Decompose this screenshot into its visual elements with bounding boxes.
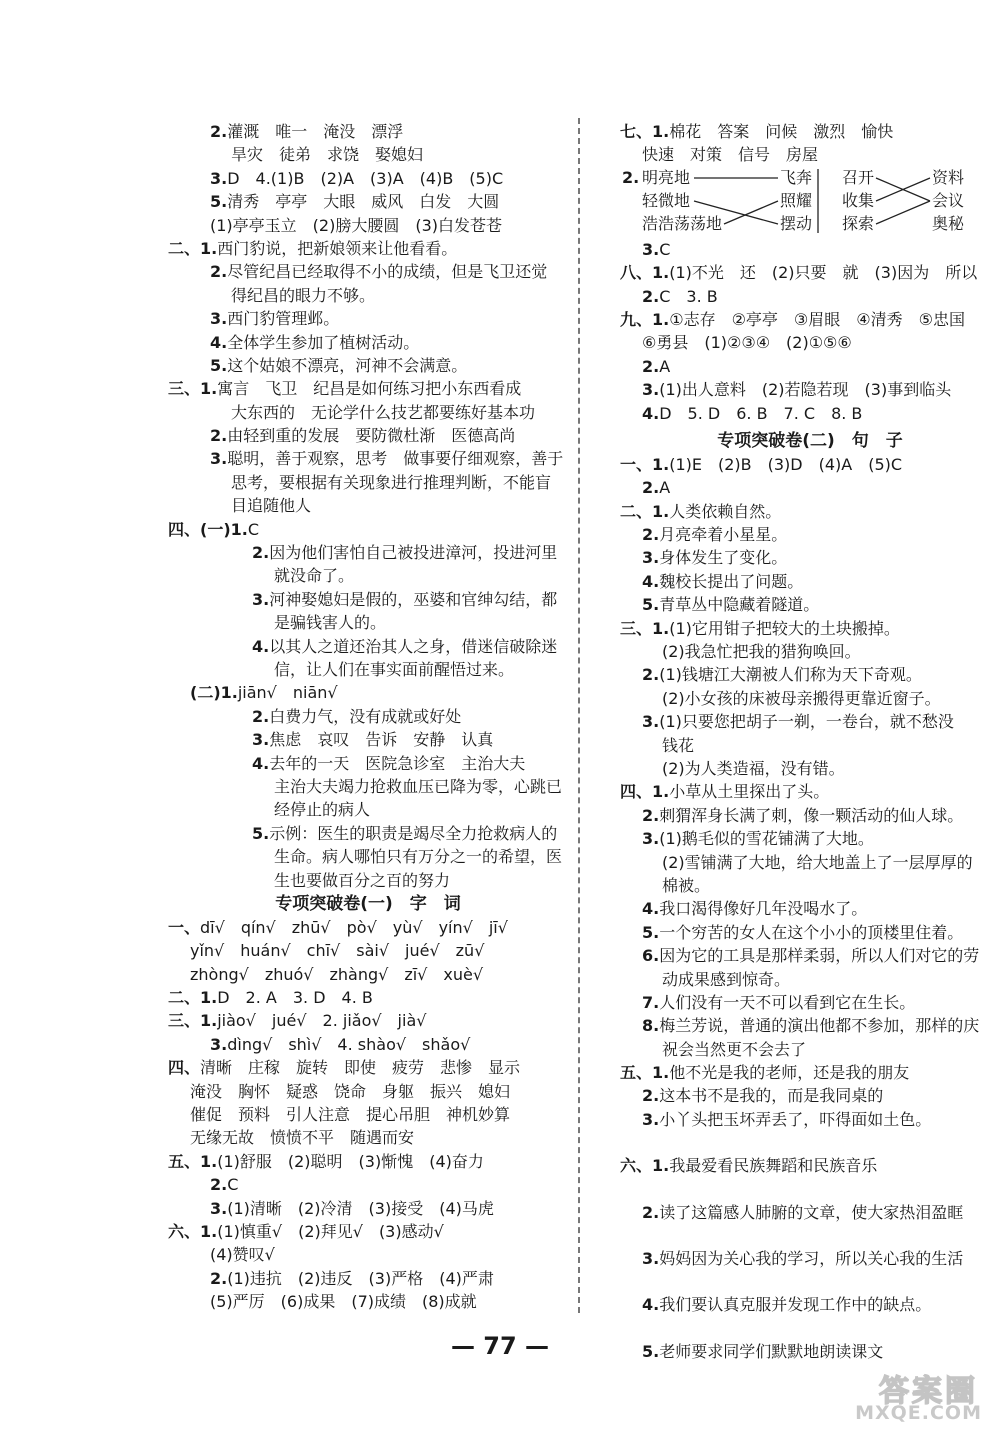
answer-line — [620, 308, 1000, 331]
question-number: 3. — [252, 730, 270, 750]
question-number: 4. — [210, 332, 228, 352]
answer-text: C — [227, 1175, 239, 1195]
answer-text: (2)雪铺满了大地，给大地盖上了一层厚厚的 — [662, 852, 973, 872]
question-number: 2. — [642, 286, 660, 306]
answer-text: 因为它的工具是那样柔弱，所以人们对它的劳 — [659, 946, 980, 966]
answer-line — [168, 1197, 568, 1220]
match-mid-2: 照耀 — [780, 190, 813, 210]
answer-line — [620, 570, 1000, 593]
watermark-text: MXQE.COM — [855, 1402, 982, 1424]
answer-line — [168, 260, 568, 283]
question-number: 4. — [642, 571, 660, 591]
answer-line — [168, 588, 568, 611]
answer-line — [620, 453, 1000, 476]
question-number: 2. — [642, 1202, 660, 1222]
answer-text: 月亮牵着小星星。 — [659, 525, 788, 545]
answer-text: jiào√ jué√ 2. jiǎo√ jià√ — [217, 1011, 427, 1031]
question-number: 三、1. — [168, 379, 218, 399]
answer-text: (1)不光 还 (2)只要 就 (3)因为 所以 — [669, 263, 978, 283]
watermark-logo: 答案圈 — [879, 1374, 978, 1409]
question-number: 3. — [642, 548, 660, 568]
question-number: 2. — [210, 262, 228, 282]
answer-line — [168, 1267, 568, 1290]
answer-line — [620, 874, 1000, 897]
question-number: 二、1. — [620, 501, 670, 521]
answer-line — [620, 757, 1000, 780]
answer-line — [620, 1293, 1000, 1316]
answer-text: D 5. D 6. B 7. C 8. B — [659, 403, 863, 423]
answer-text: 刺猬浑身长满了刺，像一颗活动的仙人球。 — [659, 805, 964, 825]
question-number: 2. — [252, 706, 270, 726]
question-number: 7. — [642, 992, 660, 1012]
answer-line — [168, 541, 568, 564]
answer-line — [620, 921, 1000, 944]
question-number: 一、1. — [620, 454, 670, 474]
answer-text: A — [659, 478, 671, 498]
question-number: (二)1. — [190, 683, 238, 703]
question-number: 3. — [252, 589, 270, 609]
answer-line — [620, 476, 1000, 499]
answer-line — [620, 1247, 1000, 1270]
answer-text: 信，让人们在事实面前醒悟过来。 — [274, 659, 515, 679]
answer-text: 焦虑 哀叹 告诉 安静 认真 — [269, 730, 494, 750]
answer-line — [168, 963, 568, 986]
question-number: 3. — [642, 712, 660, 732]
answer-line — [620, 944, 1000, 967]
answer-text: 魏校长提出了问题。 — [659, 571, 804, 591]
question-number: 六、1. — [168, 1221, 218, 1241]
question-number: 4. — [252, 753, 270, 773]
answer-line — [620, 402, 1000, 425]
answer-text: 清秀 亭亭 大眼 威风 白发 大圆 — [227, 192, 500, 212]
answer-line — [168, 354, 568, 377]
question-number: 一、 — [168, 917, 201, 937]
answer-text: (1)清晰 (2)冷清 (3)接受 (4)马虎 — [227, 1198, 494, 1218]
question-number: 5. — [210, 192, 228, 212]
answer-line — [168, 752, 568, 775]
answer-text: 快速 对策 信号 房屋 — [642, 145, 819, 165]
answer-text: 棉花 答案 问候 激烈 愉快 — [669, 122, 894, 141]
match-right-b-2: 会议 — [932, 190, 965, 210]
answer-text: 清晰 庄稼 旋转 即使 疲劳 悲惨 显示 — [200, 1058, 521, 1078]
answer-text: 棉被。 — [662, 875, 711, 895]
answer-line — [168, 214, 568, 237]
answer-line — [620, 120, 1000, 143]
answer-line — [168, 331, 568, 354]
question-number: 四、(一)1. — [168, 519, 248, 539]
match-right-a-2: 收集 — [842, 190, 875, 210]
match-line-3 — [724, 201, 778, 224]
answer-text: 梅兰芳说，普通的演出他都不参加，那样的庆 — [659, 1016, 980, 1036]
answer-line — [168, 845, 568, 868]
answer-text: (4)赞叹√ — [210, 1245, 275, 1265]
question-number: 5. — [642, 595, 660, 615]
answer-line — [168, 1126, 568, 1149]
answer-line — [168, 1290, 568, 1313]
answer-text: 这本书不是我的，而是我同桌的 — [659, 1086, 884, 1106]
question-number: 二、1. — [168, 988, 218, 1008]
answer-text: 全体学生参加了植树活动。 — [227, 332, 420, 352]
question-number: 九、1. — [620, 309, 670, 329]
answer-line — [620, 593, 1000, 616]
answer-line — [168, 424, 568, 447]
question-number: 3. — [210, 1198, 228, 1218]
answer-text: C — [247, 519, 260, 539]
question-number: 3. — [642, 380, 660, 400]
match-number: 2. — [622, 167, 640, 187]
answer-line — [620, 687, 1000, 710]
answer-line — [620, 261, 1000, 284]
answer-text: (1)它用钳子把较大的土块搬掉。 — [669, 618, 900, 638]
answer-text: dī√ qín√ zhū√ pò√ yù√ yín√ jī√ — [200, 917, 508, 937]
answer-text: (5)严厉 (6)成果 (7)成绩 (8)成就 — [210, 1292, 477, 1312]
answer-text: (1)只要您把胡子一剃，一卷台，就不愁没 — [659, 712, 954, 732]
answer-line — [168, 190, 568, 213]
answer-line — [168, 237, 568, 260]
question-number: 五、1. — [168, 1151, 218, 1171]
answer-line — [620, 331, 1000, 354]
answer-text: 青草丛中隐藏着隧道。 — [659, 595, 820, 615]
answer-text: 经停止的病人 — [274, 800, 371, 820]
answer-text: (1)E (2)B (3)D (4)A (5)C — [669, 454, 903, 474]
answer-text: 读了这篇感人肺腑的文章，使大家热泪盈眶 — [659, 1202, 964, 1222]
answer-line — [168, 728, 568, 751]
match-left-1: 明亮地 — [642, 167, 691, 187]
answer-line — [620, 1108, 1000, 1131]
answer-text: 得纪昌的眼力不够。 — [231, 285, 376, 305]
match-mid-3: 摆动 — [780, 213, 813, 233]
answer-text: D 4.(1)B (2)A (3)A (4)B (5)C — [227, 168, 504, 188]
question-number: 2. — [642, 478, 660, 498]
answer-text: 旱灾 徒弟 求饶 娶媳妇 — [231, 145, 424, 165]
answer-text: C — [659, 239, 671, 259]
question-number: 三、1. — [168, 1011, 218, 1031]
question-number: 2. — [642, 805, 660, 825]
answer-line — [620, 143, 1000, 166]
answer-text: 思考，要根据有关现象进行推理判断，不能盲 — [231, 472, 552, 492]
answer-text: 身体发生了变化。 — [659, 548, 788, 568]
answer-text: (1)鹅毛似的雪花铺满了大地。 — [659, 829, 874, 849]
answer-line — [620, 355, 1000, 378]
match-left-2: 轻微地 — [642, 190, 691, 210]
question-number: 4. — [642, 403, 660, 423]
answer-line — [168, 939, 568, 962]
answer-text: 生也要做百分之百的努力 — [274, 870, 451, 890]
answer-line — [620, 1201, 1000, 1224]
question-number: 2. — [210, 1268, 228, 1288]
question-number: 3. — [642, 1109, 660, 1129]
answer-line — [168, 518, 568, 541]
answer-line — [168, 822, 568, 845]
question-number: 2. — [210, 426, 228, 446]
answer-text: 祝会当然更不会去了 — [662, 1039, 807, 1059]
answer-text: C 3. B — [659, 286, 718, 306]
question-number: 五、1. — [620, 1063, 670, 1083]
answer-line — [168, 916, 568, 939]
answer-line — [168, 798, 568, 821]
answer-text: (2)小女孩的床被母亲搬得更靠近窗子。 — [662, 688, 941, 708]
answer-line — [620, 780, 1000, 803]
matching-diagram — [620, 167, 1000, 237]
question-number: 3. — [642, 1249, 660, 1269]
watermark — [792, 1366, 988, 1426]
answer-line — [168, 1080, 568, 1103]
answer-line — [620, 1061, 1000, 1084]
answer-line — [620, 827, 1000, 850]
answer-text: 由轻到重的发展 要防微杜渐 医德高尚 — [227, 426, 516, 446]
question-number: 2. — [210, 122, 228, 141]
answer-text: (1)慎重√ (2)拜见√ (3)感动√ — [217, 1221, 444, 1241]
answer-line — [168, 471, 568, 494]
answer-text: 我最爱看民族舞蹈和民族音乐 — [669, 1156, 878, 1176]
answer-line — [168, 377, 568, 400]
answer-line — [168, 307, 568, 330]
answer-text: 目追随他人 — [231, 496, 312, 516]
question-number: 3. — [210, 1034, 228, 1054]
question-number: 5. — [642, 922, 660, 942]
question-number: 七、1. — [620, 122, 670, 141]
match-mid-1: 飞奔 — [780, 167, 813, 187]
question-number: 2. — [252, 543, 270, 563]
answer-text: (1)违抗 (2)违反 (3)严格 (4)严肃 — [227, 1268, 494, 1288]
answer-line — [168, 1243, 568, 1266]
answer-line — [620, 523, 1000, 546]
answer-line — [168, 494, 568, 517]
section-title-text: 专项突破卷(一) 字 词 — [275, 893, 461, 914]
answer-line — [168, 986, 568, 1009]
answer-text: (1)钱塘江大潮被人们称为天下奇观。 — [659, 665, 922, 685]
answer-text: A — [659, 356, 671, 376]
answer-text: 小草从土里探出了头。 — [669, 782, 830, 802]
answer-text: 我们要认真克服并发现工作中的缺点。 — [659, 1295, 932, 1315]
answer-line — [168, 564, 568, 587]
match-right-b-3: 奥秘 — [932, 213, 965, 233]
answer-line — [168, 611, 568, 634]
answer-text: 主治大夫竭力抢救血压已降为零，心跳已 — [274, 776, 563, 796]
answer-line — [620, 1154, 1000, 1177]
answer-text: 生命。病人哪怕只有万分之一的希望，医 — [274, 847, 563, 867]
answer-line — [168, 635, 568, 658]
answer-text: 白费力气，没有成就或好处 — [269, 706, 462, 726]
answer-line — [168, 401, 568, 424]
answer-text: (1)舒服 (2)聪明 (3)惭愧 (4)奋力 — [217, 1151, 484, 1171]
answer-text: 我口渴得像好几年没喝水了。 — [659, 899, 868, 919]
answer-line — [168, 447, 568, 470]
answer-text: 小丫头把玉坏弄丢了，吓得面如土色。 — [659, 1109, 932, 1129]
answer-line — [168, 1009, 568, 1032]
answer-line — [620, 238, 1000, 261]
answer-line — [620, 1038, 1000, 1061]
answer-text: 大东西的 无论学什么技艺都要练好基本功 — [231, 402, 536, 422]
question-number: 8. — [642, 1016, 660, 1036]
answer-line — [620, 968, 1000, 991]
answer-line — [620, 1084, 1000, 1107]
match-right-b-1: 资料 — [932, 167, 965, 187]
answer-line — [620, 710, 1000, 733]
answer-text: 西门豹管理邺。 — [227, 309, 340, 329]
answer-text: ①志存 ②亭亭 ③眉眼 ④清秀 ⑤忠国 — [669, 309, 965, 329]
question-number: 4. — [642, 899, 660, 919]
answer-text: 灌溉 唯一 淹没 漂浮 — [227, 122, 404, 141]
answer-line — [168, 1033, 568, 1056]
answer-text: D 2. A 3. D 4. B — [217, 988, 373, 1008]
column-divider — [578, 118, 580, 1313]
answer-text: 西门豹说，把新娘领来让他看看。 — [217, 238, 458, 258]
question-number: 二、1. — [168, 238, 218, 258]
answer-line — [168, 143, 568, 166]
answer-text: 寓言 飞卫 纪昌是如何练习把小东西看成 — [217, 379, 522, 399]
match-line-6 — [876, 201, 930, 224]
question-number: 3. — [642, 829, 660, 849]
answer-line — [168, 705, 568, 728]
question-number: 4. — [642, 1295, 660, 1315]
answer-text: 就没命了。 — [274, 566, 355, 586]
answer-line — [168, 1173, 568, 1196]
question-number: 2. — [642, 1086, 660, 1106]
question-number: 3. — [210, 309, 228, 329]
answer-text: 这个姑娘不漂亮，河神不会满意。 — [227, 355, 468, 375]
answer-text: (1)出人意料 (2)若隐若现 (3)事到临头 — [659, 380, 952, 400]
answer-text: ⑥勇县 (1)②③④ (2)①⑤⑥ — [642, 333, 852, 353]
answer-line — [168, 869, 568, 892]
answer-text: 动成果感到惊奇。 — [662, 969, 791, 989]
answer-text: 妈妈因为关心我的学习，所以关心我的生活 — [659, 1249, 964, 1269]
answer-text: 人类依赖自然。 — [669, 501, 782, 521]
answer-text: (2)我急忙把我的猎狗唤回。 — [662, 642, 861, 662]
question-number: 2. — [642, 356, 660, 376]
question-number: 2. — [642, 665, 660, 685]
question-number: 2. — [210, 1175, 228, 1195]
answer-text: jiān√ niān√ — [237, 683, 338, 703]
answer-line — [620, 897, 1000, 920]
question-number: 2. — [642, 525, 660, 545]
answer-line — [620, 991, 1000, 1014]
question-number: 四、 — [168, 1058, 201, 1078]
question-number: 八、1. — [620, 263, 670, 283]
answer-line — [168, 120, 568, 143]
answer-text: 催促 预料 引人注意 提心吊胆 神机妙算 — [190, 1105, 511, 1125]
answer-text: 他不光是我的老师，还是我的朋友 — [669, 1063, 910, 1083]
left-column — [168, 120, 568, 1314]
answer-line — [620, 500, 1000, 523]
answer-text: 示例：医生的职责是竭尽全力抢救病人的 — [269, 823, 558, 843]
match-right-a-1: 召开 — [842, 167, 875, 187]
answer-text: 淹没 胸怀 疑惑 饶命 身躯 振兴 媳妇 — [190, 1081, 511, 1101]
answer-text: 人们没有一天不可以看到它在生长。 — [659, 992, 916, 1012]
question-number: 5. — [642, 1341, 660, 1361]
answer-line — [168, 658, 568, 681]
answer-line — [168, 284, 568, 307]
question-number: 4. — [252, 636, 270, 656]
answer-line — [168, 167, 568, 190]
answer-text: (1)亭亭玉立 (2)膀大腰圆 (3)白发苍苍 — [210, 215, 502, 235]
answer-line — [168, 1103, 568, 1126]
answer-line — [620, 851, 1000, 874]
answer-line — [620, 734, 1000, 757]
match-left-3: 浩浩荡荡地 — [642, 213, 723, 233]
answer-line — [620, 617, 1000, 640]
answer-text: 聪明，善于观察，思考 做事要仔细观察，善于 — [227, 449, 564, 469]
match-right-a-3: 探索 — [842, 213, 875, 233]
question-number: 3. — [210, 168, 228, 188]
answer-text: 老师要求同学们默默地朗读课文 — [659, 1341, 884, 1361]
section-title — [168, 892, 568, 916]
answer-text: (2)为人类造福，没有错。 — [662, 758, 845, 778]
answer-text: 钱花 — [662, 735, 695, 755]
right-bottom-block — [620, 238, 1000, 1363]
answer-line — [620, 378, 1000, 401]
question-number: 六、1. — [620, 1156, 670, 1176]
answer-line — [620, 804, 1000, 827]
answer-line — [168, 1220, 568, 1243]
answer-line — [620, 640, 1000, 663]
answer-text: 以其人之道还治其人之身，借迷信破除迷 — [269, 636, 558, 656]
answer-line — [168, 1150, 568, 1173]
answer-line — [620, 285, 1000, 308]
question-number: 3. — [642, 239, 660, 259]
right-top-block — [620, 120, 1000, 167]
answer-text: dìng√ shì√ 4. shào√ shǎo√ — [227, 1034, 471, 1054]
answer-text: 尽管纪昌已经取得不小的成绩，但是飞卫还觉 — [227, 262, 548, 282]
answer-line — [620, 663, 1000, 686]
answer-text: yǐn√ huán√ chī√ sài√ jué√ zū√ — [190, 941, 485, 961]
answer-text: 去年的一天 医院急诊室 主治大夫 — [269, 753, 526, 773]
section-title-text: 专项突破卷(二) 句 子 — [717, 430, 903, 451]
section-title — [620, 429, 1000, 453]
question-number: 四、1. — [620, 782, 670, 802]
right-column — [620, 120, 1000, 1363]
answer-line — [168, 681, 568, 704]
question-number: 5. — [210, 355, 228, 375]
question-number: 5. — [252, 823, 270, 843]
question-number: 6. — [642, 946, 660, 966]
question-number: 三、1. — [620, 618, 670, 638]
question-number: 3. — [210, 449, 228, 469]
answer-text: 一个穷苦的女人在这个小小的顶楼里住着。 — [659, 922, 964, 942]
answer-text: 因为他们害怕自己被投进漳河，投进河里 — [269, 543, 558, 563]
answer-text: 是骗钱害人的。 — [274, 613, 387, 633]
answer-line — [168, 1056, 568, 1079]
answer-text: 无缘无故 愤愤不平 随遇而安 — [190, 1128, 415, 1148]
answer-line — [168, 775, 568, 798]
page-number: — 77 — — [450, 1332, 550, 1360]
answer-line — [620, 1014, 1000, 1037]
answer-text: 河神娶媳妇是假的，巫婆和官绅勾结，都 — [269, 589, 558, 609]
answer-line — [620, 546, 1000, 569]
answer-text: zhòng√ zhuó√ zhàng√ zī√ xuè√ — [190, 964, 484, 984]
